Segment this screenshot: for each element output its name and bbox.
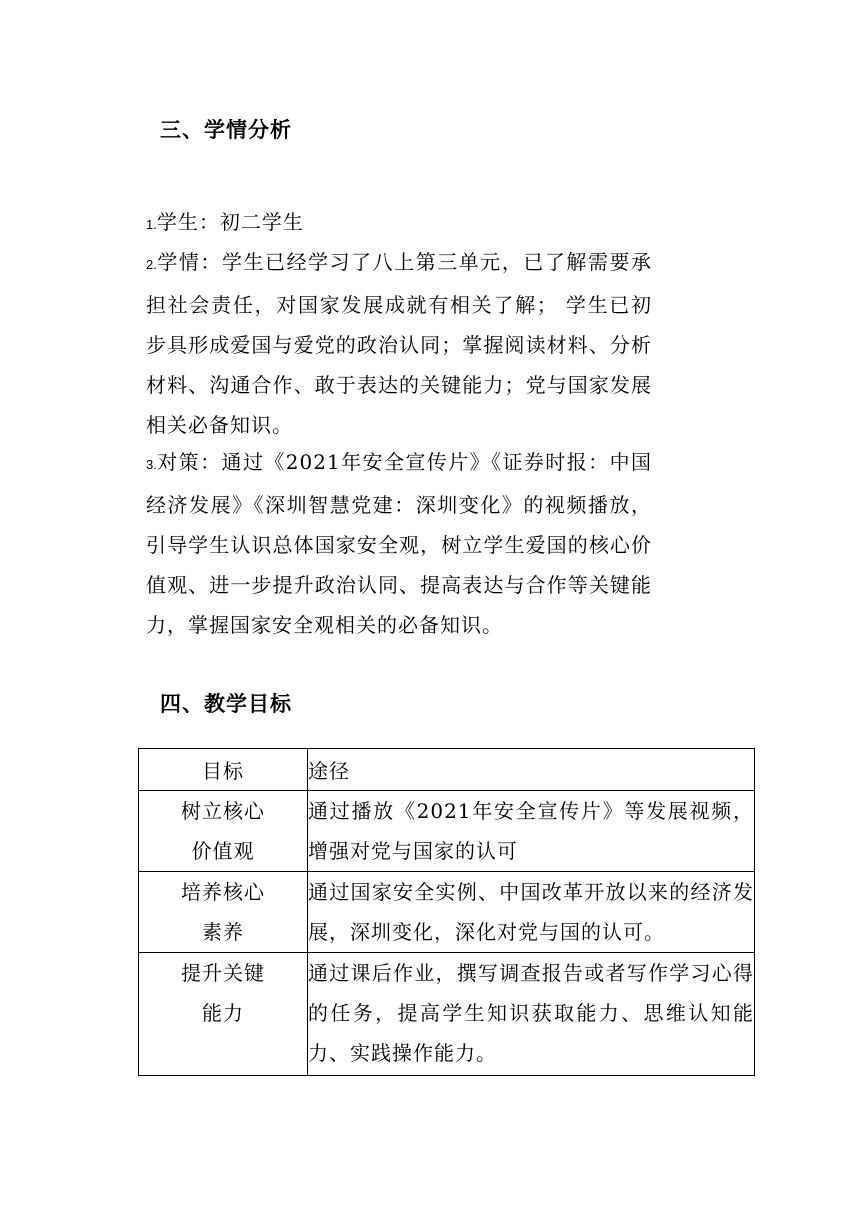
goal-line: 价值观 — [191, 839, 255, 863]
paragraph-strategy — [146, 442, 652, 645]
paragraph-learning-situation — [146, 242, 652, 445]
teaching-goals-table — [138, 748, 755, 1076]
goal-line: 培养核心 — [181, 880, 265, 904]
paragraph-text: 学生：初二学生 — [156, 210, 304, 234]
goal-line: 树立核心 — [181, 799, 265, 823]
table-row — [139, 791, 755, 872]
list-number: 2. — [146, 257, 157, 272]
table-row — [139, 872, 755, 953]
goal-line: 提升关键 — [181, 961, 265, 985]
section-heading-learning-analysis: 三、学情分析 — [160, 118, 292, 142]
column-header-goal: 目标 — [139, 749, 308, 791]
paragraph-text: 学情：学生已经学习了八上第三单元，已了解需要承担社会责任，对国家发展成就有相关了解； 学生已初步具形成爱国与爱党的政治认同；掌握阅读材料、分析材料、沟通合作、敢于表达的关键能力；党与国家发展相关必备知识。 — [146, 250, 652, 437]
goal-cell — [139, 791, 308, 872]
section-heading-teaching-goals: 四、教学目标 — [160, 692, 292, 716]
goal-line: 能力 — [202, 1001, 244, 1025]
table-header-row — [139, 749, 755, 791]
table-row — [139, 953, 755, 1076]
list-number: 1. — [146, 217, 157, 232]
paragraph-students — [146, 202, 652, 245]
goal-line: 素养 — [202, 920, 244, 944]
approach-cell: 通过课后作业，撰写调查报告或者写作学习心得的任务，提高学生知识获取能力、思维认知能力、实践操作能力。 — [308, 953, 755, 1076]
goal-cell — [139, 953, 308, 1076]
approach-cell: 通过国家安全实例、中国改革开放以来的经济发展，深圳变化，深化对党与国的认可。 — [308, 872, 755, 953]
column-header-approach: 途径 — [308, 749, 755, 791]
approach-cell: 通过播放《2021年安全宣传片》等发展视频，增强对党与国家的认可 — [308, 791, 755, 872]
list-number: 3. — [146, 457, 157, 472]
goal-cell — [139, 872, 308, 953]
paragraph-text: 对策：通过《2021年安全宣传片》《证券时报：中国经济发展》《深圳智慧党建：深圳变化》的视频播放，引导学生认识总体国家安全观，树立学生爱国的核心价值观、进一步提升政治认同、提高表达与合作等关键能力，掌握国家安全观相关的必备知识。 — [146, 450, 652, 637]
